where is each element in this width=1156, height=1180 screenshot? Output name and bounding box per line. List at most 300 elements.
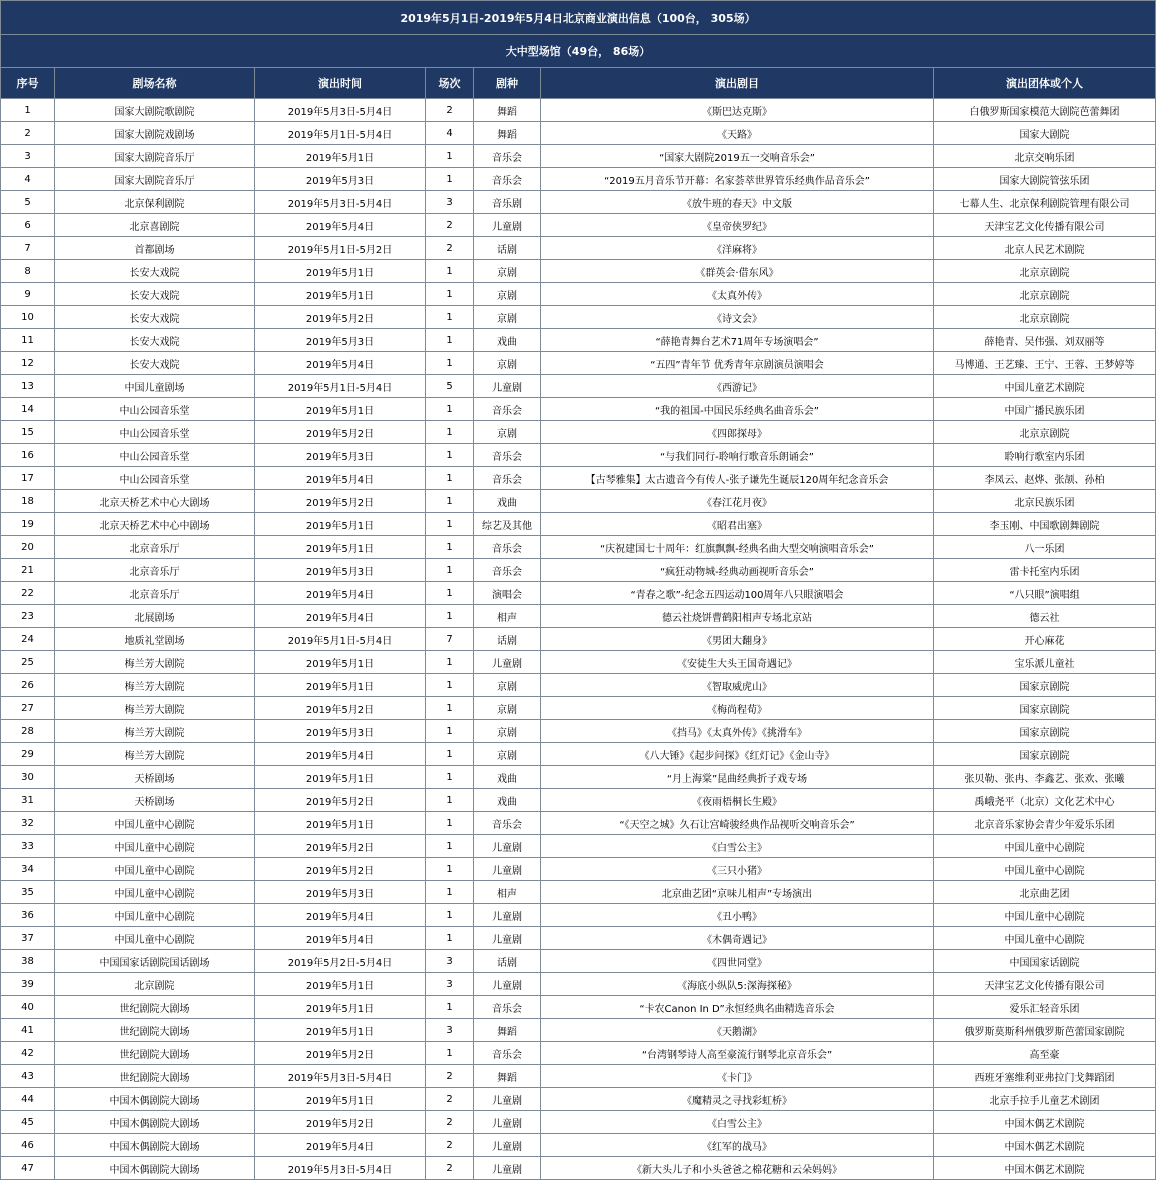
cell-index: 16 xyxy=(1,444,55,467)
cell-index: 39 xyxy=(1,973,55,996)
cell-program: 《白雪公主》 xyxy=(541,1111,934,1134)
cell-genre: 儿童剧 xyxy=(474,375,541,398)
table-row xyxy=(1,122,1156,145)
cell-date: 2019年5月4日 xyxy=(255,582,426,605)
cell-program: 《斯巴达克斯》 xyxy=(541,99,934,122)
column-header-shows: 场次 xyxy=(426,68,474,99)
cell-performer: 李凤云、赵烨、张颉、孙柏 xyxy=(934,467,1156,490)
cell-program: “卡农Canon In D”永恒经典名曲精选音乐会 xyxy=(541,996,934,1019)
cell-program: 《群英会·借东风》 xyxy=(541,260,934,283)
cell-genre: 音乐会 xyxy=(474,467,541,490)
cell-program: 《天路》 xyxy=(541,122,934,145)
cell-index: 31 xyxy=(1,789,55,812)
cell-index: 26 xyxy=(1,674,55,697)
cell-shows: 2 xyxy=(426,1134,474,1157)
cell-performer: 聆响行歌室内乐团 xyxy=(934,444,1156,467)
cell-program: 《新大头儿子和小头爸爸之棉花糖和云朵妈妈》 xyxy=(541,1157,934,1180)
cell-shows: 1 xyxy=(426,145,474,168)
cell-shows: 1 xyxy=(426,513,474,536)
table-row xyxy=(1,1042,1156,1065)
cell-venue: 中国儿童剧场 xyxy=(55,375,255,398)
cell-date: 2019年5月1日-5月2日 xyxy=(255,237,426,260)
cell-date: 2019年5月3日-5月4日 xyxy=(255,1157,426,1180)
cell-venue: 国家大剧院音乐厅 xyxy=(55,168,255,191)
cell-index: 22 xyxy=(1,582,55,605)
cell-performer: 中国广播民族乐团 xyxy=(934,398,1156,421)
cell-date: 2019年5月1日 xyxy=(255,145,426,168)
cell-program: 【古琴雅集】太古遗音今有传人-张子谦先生诞辰120周年纪念音乐会 xyxy=(541,467,934,490)
cell-date: 2019年5月2日 xyxy=(255,421,426,444)
cell-date: 2019年5月4日 xyxy=(255,904,426,927)
cell-shows: 4 xyxy=(426,122,474,145)
cell-shows: 1 xyxy=(426,283,474,306)
cell-genre: 演唱会 xyxy=(474,582,541,605)
cell-index: 10 xyxy=(1,306,55,329)
cell-genre: 京剧 xyxy=(474,697,541,720)
cell-index: 4 xyxy=(1,168,55,191)
cell-date: 2019年5月1日 xyxy=(255,996,426,1019)
table-row xyxy=(1,628,1156,651)
cell-shows: 2 xyxy=(426,1088,474,1111)
cell-program: 《红军的战马》 xyxy=(541,1134,934,1157)
cell-performer: 北京人民艺术剧院 xyxy=(934,237,1156,260)
column-header-performer: 演出团体或个人 xyxy=(934,68,1156,99)
cell-program: 《安徒生大头王国奇遇记》 xyxy=(541,651,934,674)
cell-shows: 1 xyxy=(426,766,474,789)
cell-performer: 八一乐团 xyxy=(934,536,1156,559)
cell-index: 43 xyxy=(1,1065,55,1088)
cell-index: 15 xyxy=(1,421,55,444)
cell-venue: 天桥剧场 xyxy=(55,766,255,789)
cell-index: 12 xyxy=(1,352,55,375)
cell-index: 30 xyxy=(1,766,55,789)
cell-program: 《西游记》 xyxy=(541,375,934,398)
cell-index: 14 xyxy=(1,398,55,421)
cell-date: 2019年5月4日 xyxy=(255,743,426,766)
cell-date: 2019年5月1日 xyxy=(255,536,426,559)
cell-venue: 首都剧场 xyxy=(55,237,255,260)
cell-index: 32 xyxy=(1,812,55,835)
cell-program: “五四”青年节 优秀青年京剧演员演唱会 xyxy=(541,352,934,375)
cell-index: 35 xyxy=(1,881,55,904)
cell-shows: 3 xyxy=(426,1019,474,1042)
cell-date: 2019年5月3日-5月4日 xyxy=(255,99,426,122)
cell-shows: 1 xyxy=(426,858,474,881)
cell-program: 《四世同堂》 xyxy=(541,950,934,973)
cell-date: 2019年5月4日 xyxy=(255,214,426,237)
cell-index: 33 xyxy=(1,835,55,858)
table-row xyxy=(1,743,1156,766)
sheet-title: 2019年5月1日-2019年5月4日北京商业演出信息（100台， 305场） xyxy=(1,1,1156,35)
cell-shows: 2 xyxy=(426,1065,474,1088)
cell-program: 《太真外传》 xyxy=(541,283,934,306)
cell-performer: 北京交响乐团 xyxy=(934,145,1156,168)
table-body xyxy=(1,99,1156,1180)
cell-genre: 音乐会 xyxy=(474,168,541,191)
cell-performer: 国家京剧院 xyxy=(934,674,1156,697)
cell-performer: 西班牙塞维利亚弗拉门戈舞蹈团 xyxy=(934,1065,1156,1088)
table-row xyxy=(1,973,1156,996)
cell-genre: 儿童剧 xyxy=(474,927,541,950)
table-row xyxy=(1,421,1156,444)
table-row xyxy=(1,260,1156,283)
cell-venue: 梅兰芳大剧院 xyxy=(55,674,255,697)
cell-program: “与我们同行-聆响行歌音乐朗诵会” xyxy=(541,444,934,467)
cell-genre: 相声 xyxy=(474,605,541,628)
table-row xyxy=(1,329,1156,352)
cell-shows: 1 xyxy=(426,835,474,858)
cell-venue: 长安大戏院 xyxy=(55,260,255,283)
cell-genre: 京剧 xyxy=(474,743,541,766)
cell-venue: 北京喜剧院 xyxy=(55,214,255,237)
cell-venue: 北京保利剧院 xyxy=(55,191,255,214)
cell-date: 2019年5月1日 xyxy=(255,398,426,421)
cell-program: 《丑小鸭》 xyxy=(541,904,934,927)
cell-date: 2019年5月3日 xyxy=(255,881,426,904)
cell-genre: 戏曲 xyxy=(474,789,541,812)
cell-program: 《四郎探母》 xyxy=(541,421,934,444)
cell-genre: 儿童剧 xyxy=(474,1088,541,1111)
cell-program: 《男团大翻身》 xyxy=(541,628,934,651)
cell-venue: 梅兰芳大剧院 xyxy=(55,697,255,720)
cell-shows: 1 xyxy=(426,559,474,582)
cell-program: 德云社烧饼曹鹤阳相声专场北京站 xyxy=(541,605,934,628)
cell-performer: 薛艳青、吴伟强、刘双丽等 xyxy=(934,329,1156,352)
table-row xyxy=(1,950,1156,973)
table-row xyxy=(1,306,1156,329)
cell-performer: 俄罗斯莫斯科州俄罗斯芭蕾国家剧院 xyxy=(934,1019,1156,1042)
cell-index: 18 xyxy=(1,490,55,513)
table-row xyxy=(1,1111,1156,1134)
cell-index: 2 xyxy=(1,122,55,145)
cell-genre: 儿童剧 xyxy=(474,858,541,881)
cell-performer: 国家京剧院 xyxy=(934,743,1156,766)
cell-date: 2019年5月2日 xyxy=(255,789,426,812)
table-row xyxy=(1,904,1156,927)
cell-date: 2019年5月2日 xyxy=(255,1111,426,1134)
cell-shows: 1 xyxy=(426,789,474,812)
cell-index: 25 xyxy=(1,651,55,674)
cell-date: 2019年5月4日 xyxy=(255,605,426,628)
table-row xyxy=(1,1065,1156,1088)
cell-program: 《八大锤》《起步问探》《红灯记》《金山寺》 xyxy=(541,743,934,766)
cell-date: 2019年5月4日 xyxy=(255,1134,426,1157)
cell-index: 42 xyxy=(1,1042,55,1065)
cell-venue: 北京音乐厅 xyxy=(55,559,255,582)
cell-genre: 舞蹈 xyxy=(474,1065,541,1088)
cell-date: 2019年5月1日 xyxy=(255,973,426,996)
cell-venue: 梅兰芳大剧院 xyxy=(55,651,255,674)
table-row xyxy=(1,720,1156,743)
cell-performer: 北京京剧院 xyxy=(934,306,1156,329)
cell-shows: 5 xyxy=(426,375,474,398)
cell-program: 《夜雨梧桐长生殿》 xyxy=(541,789,934,812)
cell-shows: 2 xyxy=(426,1157,474,1180)
cell-date: 2019年5月2日 xyxy=(255,697,426,720)
cell-performer: 国家京剧院 xyxy=(934,697,1156,720)
cell-performer: 马博通、王艺臻、王宁、王蓉、王梦婷等 xyxy=(934,352,1156,375)
cell-date: 2019年5月3日 xyxy=(255,168,426,191)
table-row xyxy=(1,835,1156,858)
table-row xyxy=(1,168,1156,191)
table-row xyxy=(1,536,1156,559)
cell-venue: 国家大剧院戏剧场 xyxy=(55,122,255,145)
cell-shows: 1 xyxy=(426,260,474,283)
cell-genre: 儿童剧 xyxy=(474,973,541,996)
cell-index: 9 xyxy=(1,283,55,306)
cell-date: 2019年5月2日 xyxy=(255,858,426,881)
cell-date: 2019年5月2日 xyxy=(255,835,426,858)
cell-genre: 音乐会 xyxy=(474,536,541,559)
table-row xyxy=(1,1088,1156,1111)
cell-performer: 中国儿童中心剧院 xyxy=(934,927,1156,950)
cell-venue: 世纪剧院大剧场 xyxy=(55,1042,255,1065)
cell-program: “台湾钢琴诗人高至豪流行钢琴北京音乐会” xyxy=(541,1042,934,1065)
cell-date: 2019年5月1日 xyxy=(255,651,426,674)
cell-index: 21 xyxy=(1,559,55,582)
cell-venue: 世纪剧院大剧场 xyxy=(55,1065,255,1088)
cell-venue: 中国木偶剧院大剧场 xyxy=(55,1157,255,1180)
cell-index: 29 xyxy=(1,743,55,766)
table-row xyxy=(1,789,1156,812)
cell-date: 2019年5月3日 xyxy=(255,329,426,352)
cell-index: 41 xyxy=(1,1019,55,1042)
cell-performer: 北京音乐家协会青少年爱乐乐团 xyxy=(934,812,1156,835)
cell-shows: 3 xyxy=(426,950,474,973)
cell-index: 36 xyxy=(1,904,55,927)
cell-date: 2019年5月4日 xyxy=(255,467,426,490)
cell-program: 《诗文会》 xyxy=(541,306,934,329)
cell-program: 《三只小猪》 xyxy=(541,858,934,881)
cell-shows: 1 xyxy=(426,812,474,835)
cell-program: “月上海棠”昆曲经典折子戏专场 xyxy=(541,766,934,789)
table-row xyxy=(1,881,1156,904)
cell-genre: 相声 xyxy=(474,881,541,904)
table-row xyxy=(1,375,1156,398)
table-row xyxy=(1,99,1156,122)
cell-program: “我的祖国-中国民乐经典名曲音乐会” xyxy=(541,398,934,421)
cell-performer: 中国儿童艺术剧院 xyxy=(934,375,1156,398)
table-row xyxy=(1,352,1156,375)
cell-shows: 1 xyxy=(426,1042,474,1065)
cell-index: 28 xyxy=(1,720,55,743)
table-row xyxy=(1,582,1156,605)
cell-venue: 长安大戏院 xyxy=(55,352,255,375)
section-subtitle: 大中型场馆（49台， 86场） xyxy=(1,35,1156,68)
cell-performer: 北京京剧院 xyxy=(934,421,1156,444)
cell-shows: 1 xyxy=(426,398,474,421)
cell-genre: 京剧 xyxy=(474,720,541,743)
cell-performer: 雷卡托室内乐团 xyxy=(934,559,1156,582)
cell-shows: 1 xyxy=(426,352,474,375)
cell-date: 2019年5月1日 xyxy=(255,766,426,789)
cell-performer: 国家大剧院 xyxy=(934,122,1156,145)
cell-program: 《白雪公主》 xyxy=(541,835,934,858)
cell-index: 7 xyxy=(1,237,55,260)
cell-genre: 戏曲 xyxy=(474,329,541,352)
cell-venue: 中国木偶剧院大剧场 xyxy=(55,1088,255,1111)
cell-shows: 1 xyxy=(426,490,474,513)
cell-program: 《挡马》《太真外传》《挑滑车》 xyxy=(541,720,934,743)
cell-venue: 北京音乐厅 xyxy=(55,582,255,605)
table-row xyxy=(1,651,1156,674)
cell-program: “庆祝建国七十周年：红旗飘飘-经典名曲大型交响演唱音乐会” xyxy=(541,536,934,559)
cell-venue: 天桥剧场 xyxy=(55,789,255,812)
cell-genre: 音乐会 xyxy=(474,444,541,467)
cell-venue: 世纪剧院大剧场 xyxy=(55,996,255,1019)
table-row xyxy=(1,191,1156,214)
cell-performer: 中国国家话剧院 xyxy=(934,950,1156,973)
cell-shows: 1 xyxy=(426,697,474,720)
cell-index: 8 xyxy=(1,260,55,283)
cell-performer: 北京京剧院 xyxy=(934,283,1156,306)
cell-performer: 北京手拉手儿童艺术剧团 xyxy=(934,1088,1156,1111)
cell-performer: 宝乐派儿童社 xyxy=(934,651,1156,674)
cell-genre: 京剧 xyxy=(474,283,541,306)
cell-program: “薛艳青舞台艺术71周年专场演唱会” xyxy=(541,329,934,352)
cell-index: 27 xyxy=(1,697,55,720)
cell-venue: 北京天桥艺术中心大剧场 xyxy=(55,490,255,513)
cell-performer: 中国木偶艺术剧院 xyxy=(934,1111,1156,1134)
cell-genre: 京剧 xyxy=(474,260,541,283)
cell-genre: 话剧 xyxy=(474,950,541,973)
cell-genre: 舞蹈 xyxy=(474,122,541,145)
cell-venue: 长安大戏院 xyxy=(55,329,255,352)
cell-shows: 1 xyxy=(426,536,474,559)
cell-venue: 北展剧场 xyxy=(55,605,255,628)
cell-program: 《梅尚程荀》 xyxy=(541,697,934,720)
cell-index: 11 xyxy=(1,329,55,352)
cell-shows: 2 xyxy=(426,237,474,260)
cell-shows: 1 xyxy=(426,996,474,1019)
cell-genre: 京剧 xyxy=(474,421,541,444)
cell-venue: 中国国家话剧院国话剧场 xyxy=(55,950,255,973)
column-header-date: 演出时间 xyxy=(255,68,426,99)
cell-venue: 中山公园音乐堂 xyxy=(55,398,255,421)
cell-program: 《智取威虎山》 xyxy=(541,674,934,697)
table-row xyxy=(1,145,1156,168)
cell-performer: 张贝勒、张冉、李鑫艺、张欢、张曦 xyxy=(934,766,1156,789)
cell-shows: 1 xyxy=(426,444,474,467)
cell-date: 2019年5月1日 xyxy=(255,283,426,306)
cell-date: 2019年5月1日 xyxy=(255,674,426,697)
cell-date: 2019年5月1日-5月4日 xyxy=(255,628,426,651)
cell-program: 北京曲艺团“京味儿相声”专场演出 xyxy=(541,881,934,904)
cell-index: 44 xyxy=(1,1088,55,1111)
cell-program: 《洋麻将》 xyxy=(541,237,934,260)
cell-program: “青春之歌”-纪念五四运动100周年八只眼演唱会 xyxy=(541,582,934,605)
table-row xyxy=(1,214,1156,237)
cell-date: 2019年5月2日 xyxy=(255,306,426,329)
cell-index: 23 xyxy=(1,605,55,628)
cell-date: 2019年5月1日-5月4日 xyxy=(255,122,426,145)
cell-performer: 白俄罗斯国家模范大剧院芭蕾舞团 xyxy=(934,99,1156,122)
cell-genre: 音乐会 xyxy=(474,559,541,582)
cell-shows: 1 xyxy=(426,743,474,766)
column-header-venue: 剧场名称 xyxy=(55,68,255,99)
cell-performer: “八只眼”演唱组 xyxy=(934,582,1156,605)
cell-performer: 中国儿童中心剧院 xyxy=(934,835,1156,858)
cell-performer: 七幕人生、北京保利剧院管理有限公司 xyxy=(934,191,1156,214)
cell-genre: 音乐剧 xyxy=(474,191,541,214)
cell-shows: 2 xyxy=(426,1111,474,1134)
cell-date: 2019年5月1日 xyxy=(255,1088,426,1111)
cell-genre: 儿童剧 xyxy=(474,904,541,927)
cell-venue: 梅兰芳大剧院 xyxy=(55,743,255,766)
cell-performer: 天津宝艺文化传播有限公司 xyxy=(934,214,1156,237)
cell-venue: 中国儿童中心剧院 xyxy=(55,904,255,927)
table-row xyxy=(1,559,1156,582)
cell-venue: 长安大戏院 xyxy=(55,283,255,306)
cell-shows: 7 xyxy=(426,628,474,651)
cell-genre: 综艺及其他 xyxy=(474,513,541,536)
cell-index: 6 xyxy=(1,214,55,237)
cell-shows: 2 xyxy=(426,214,474,237)
cell-genre: 儿童剧 xyxy=(474,1134,541,1157)
cell-index: 37 xyxy=(1,927,55,950)
cell-genre: 音乐会 xyxy=(474,398,541,421)
cell-genre: 话剧 xyxy=(474,628,541,651)
table-row xyxy=(1,1157,1156,1180)
cell-venue: 中国儿童中心剧院 xyxy=(55,835,255,858)
table-row xyxy=(1,490,1156,513)
column-header-program: 演出剧目 xyxy=(541,68,934,99)
table-row xyxy=(1,674,1156,697)
cell-shows: 1 xyxy=(426,168,474,191)
cell-shows: 2 xyxy=(426,99,474,122)
cell-index: 13 xyxy=(1,375,55,398)
cell-date: 2019年5月4日 xyxy=(255,927,426,950)
cell-performer: 中国儿童中心剧院 xyxy=(934,904,1156,927)
cell-venue: 长安大戏院 xyxy=(55,306,255,329)
cell-genre: 儿童剧 xyxy=(474,1157,541,1180)
cell-venue: 梅兰芳大剧院 xyxy=(55,720,255,743)
cell-shows: 3 xyxy=(426,191,474,214)
cell-program: 《放牛班的春天》中文版 xyxy=(541,191,934,214)
cell-performer: 开心麻花 xyxy=(934,628,1156,651)
cell-program: 《卡门》 xyxy=(541,1065,934,1088)
cell-index: 38 xyxy=(1,950,55,973)
cell-performer: 爱乐汇轻音乐团 xyxy=(934,996,1156,1019)
column-header-genre: 剧种 xyxy=(474,68,541,99)
cell-venue: 北京天桥艺术中心中剧场 xyxy=(55,513,255,536)
table-row xyxy=(1,605,1156,628)
cell-program: 《木偶奇遇记》 xyxy=(541,927,934,950)
cell-date: 2019年5月1日-5月4日 xyxy=(255,375,426,398)
cell-venue: 世纪剧院大剧场 xyxy=(55,1019,255,1042)
cell-venue: 中国木偶剧院大剧场 xyxy=(55,1111,255,1134)
table-row xyxy=(1,927,1156,950)
cell-index: 5 xyxy=(1,191,55,214)
cell-program: 《昭君出塞》 xyxy=(541,513,934,536)
cell-genre: 音乐会 xyxy=(474,1042,541,1065)
cell-venue: 中山公园音乐堂 xyxy=(55,421,255,444)
cell-index: 20 xyxy=(1,536,55,559)
cell-genre: 话剧 xyxy=(474,237,541,260)
cell-venue: 中国儿童中心剧院 xyxy=(55,881,255,904)
cell-genre: 京剧 xyxy=(474,674,541,697)
cell-performer: 中国儿童中心剧院 xyxy=(934,858,1156,881)
cell-date: 2019年5月2日 xyxy=(255,1042,426,1065)
cell-performer: 高至豪 xyxy=(934,1042,1156,1065)
cell-genre: 儿童剧 xyxy=(474,651,541,674)
cell-shows: 1 xyxy=(426,582,474,605)
cell-index: 17 xyxy=(1,467,55,490)
cell-program: “疯狂动物城-经典动画视听音乐会” xyxy=(541,559,934,582)
cell-shows: 3 xyxy=(426,973,474,996)
cell-venue: 中山公园音乐堂 xyxy=(55,467,255,490)
table-row xyxy=(1,812,1156,835)
